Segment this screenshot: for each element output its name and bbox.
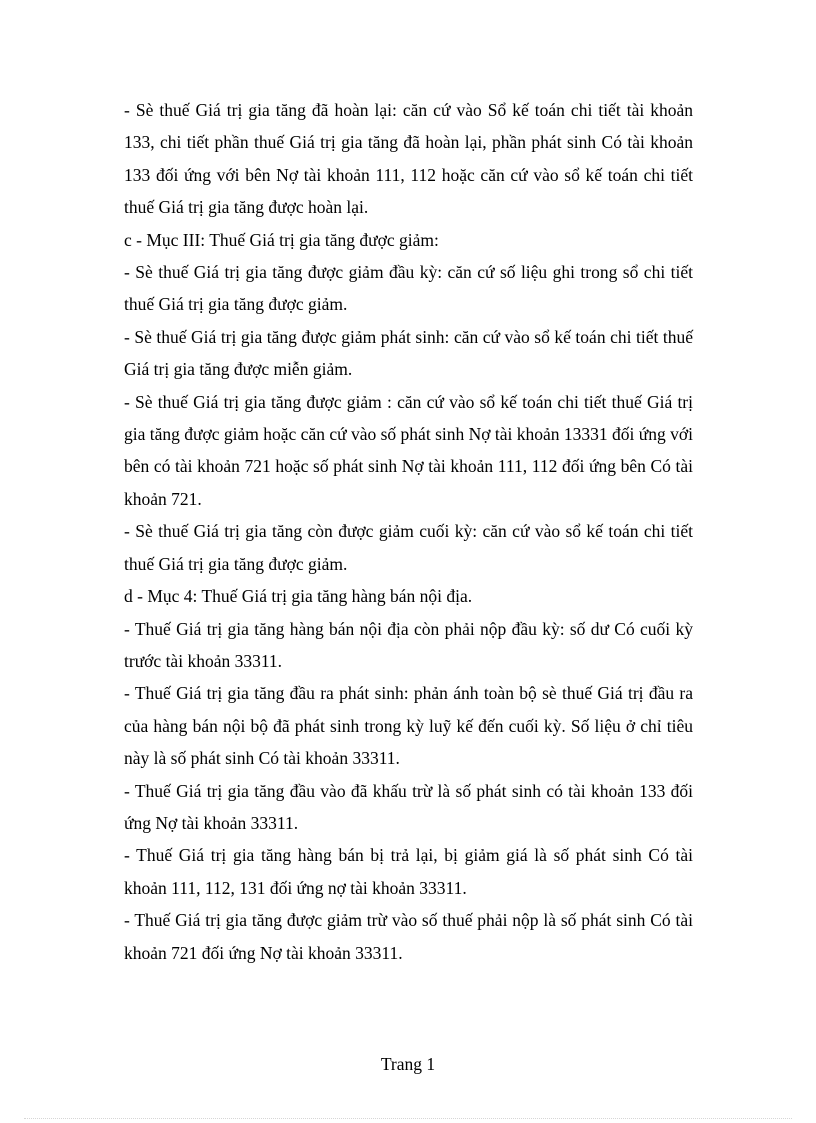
paragraph-reduced-arising: - Sè thuế Giá trị gia tăng được giảm phát sinh: căn cứ vào sổ kế toán chi tiết thuế Giá trị gia tăng được miễn giảm. [124, 326, 693, 380]
heading-section-c: c - Mục III: Thuế Giá trị gia tăng được giảm: [124, 229, 439, 250]
paragraph-output-vat: - Thuế Giá trị gia tăng đầu ra phát sinh: phản ánh toàn bộ sè thuế Giá trị đầu ra của hàng bán nội bộ đã phát sinh trong kỳ luỹ kế đến cuối kỳ. Số liệu ở chỉ tiêu này là số phát sinh Có tài khoản 33311. [124, 683, 693, 769]
paragraph-reduced-opening: - Sè thuế Giá trị gia tăng được giảm đầu kỳ: căn cứ số liệu ghi trong sổ chi tiết thuế Giá trị gia tăng được giảm. [124, 262, 693, 315]
paragraph-reduced: - Sè thuế Giá trị gia tăng được giảm : căn cứ vào sổ kế toán chi tiết thuế Giá trị gia tăng được giảm hoặc căn cứ vào số phát sinh Nợ tài khoản 13331 đối ứng với bên có tài khoản 721 hoặc số phát sinh Nợ tài khoản 111, 112 đối ứng bên Có tài khoản 721. [124, 391, 693, 509]
heading-section-d: d - Mục 4: Thuế Giá trị gia tăng hàng bán nội địa. [124, 586, 473, 607]
paragraph-returned-goods: - Thuế Giá trị gia tăng hàng bán bị trả lại, bị giảm giá là số phát sinh Có tài khoản 111, 112, 131 đối ứng nợ tài khoản 33311. [124, 845, 693, 898]
paragraph-reduced-closing: - Sè thuế Giá trị gia tăng còn được giảm cuối kỳ: căn cứ vào sổ kế toán chi tiết thuế Giá trị gia tăng được giảm. [124, 521, 693, 574]
paragraph-domestic-opening: - Thuế Giá trị gia tăng hàng bán nội địa còn phải nộp đầu kỳ: số dư Có cuối kỳ trước tài khoản 33311. [124, 618, 693, 671]
document-body [124, 94, 693, 969]
paragraph-input-deducted: - Thuế Giá trị gia tăng đầu vào đã khấu trừ là số phát sinh có tài khoản 133 đối ứng Nợ tài khoản 33311. [124, 780, 693, 833]
paragraph-vat-refunded: - Sè thuế Giá trị gia tăng đã hoàn lại: căn cứ vào Sổ kế toán chi tiết tài khoản 133, chi tiết phần thuế Giá trị gia tăng đã hoàn lại, phần phát sinh Có tài khoản 133 đối ứng với bên Nợ tài khoản 111, 112 hoặc căn cứ vào sổ kế toán chi tiết thuế Giá trị gia tăng được hoàn lại. [124, 100, 693, 218]
paragraph-reduction-deducted: - Thuế Giá trị gia tăng được giảm trừ vào số thuế phải nộp là số phát sinh Có tài khoản 721 đối ứng Nợ tài khoản 33311. [124, 910, 693, 963]
page-footer [0, 1052, 816, 1076]
page-bottom-divider [24, 1118, 792, 1119]
page-number: Trang 1 [380, 1054, 436, 1074]
